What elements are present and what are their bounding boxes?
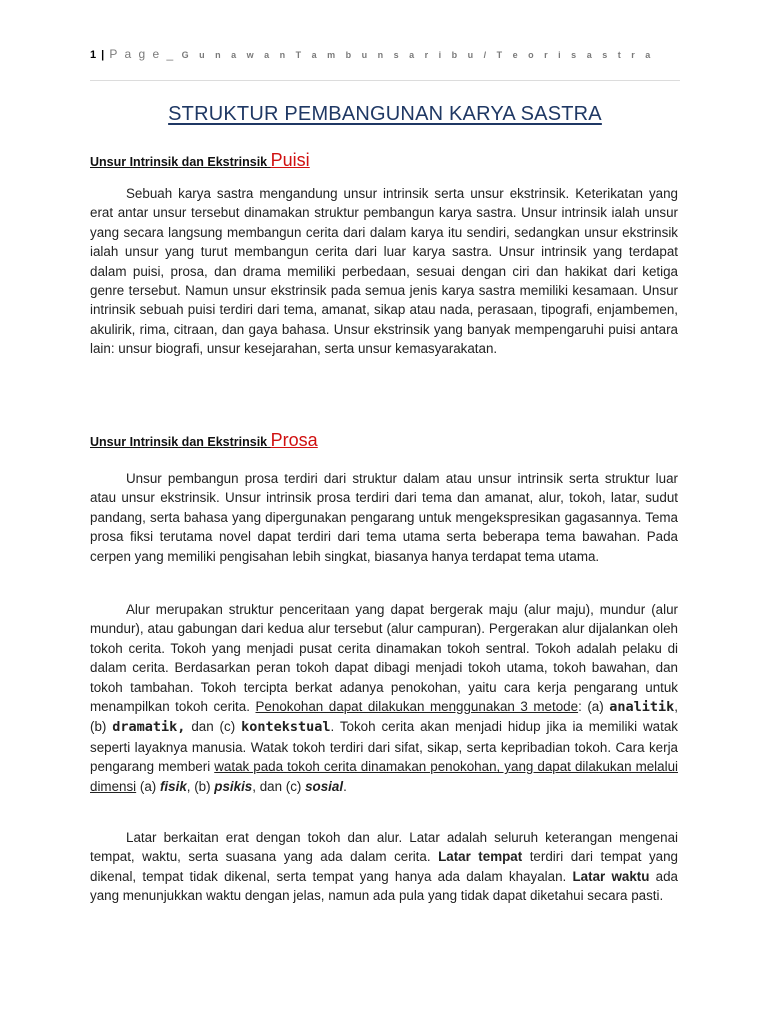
term-latar-tempat: Latar tempat: [438, 849, 523, 865]
paragraph-puisi: Sebuah karya sastra mengandung unsur intrinsik serta unsur ekstrinsik. Keterikatan yang erat antar unsur tersebut dinamakan struktur pembangun karya sastra. Unsur intrinsik ialah unsur yang secara langsung membangun cerita dari dalam karya itu sendiri, sedangkan unsur ekstrinsik ialah unsur yang turut membangun cerita dari luar karya sastra. Unsur intrinsik yang terdapat dalam puisi, prosa, dan drama memiliki perbedaan, sesuai dengan ciri dan hakikat dari ketiga genre tersebut. Namun unsur ekstrinsik pada semua jenis karya sastra memiliki kesamaan. Unsur intrinsik sebuah puisi terdiri dari tema, amanat, sikap atau nada, perasaan, tipografi, enjambemen, akulirik, rima, citraan, dan gaya bahasa. Unsur ekstrinsik yang banyak mempengaruhi puisi antara lain: unsur biografi, unsur kesejarahan, serta unsur kemasyarakatan.: [90, 186, 678, 357]
heading-puisi-highlight: Puisi: [270, 150, 310, 170]
document-title: STRUKTUR PEMBANGUNAN KARYA SASTRA: [168, 103, 602, 125]
paragraph-prosa-2: [90, 600, 678, 796]
underlined-run: Penokohan dapat dilakukan menggunakan 3 metode: [255, 699, 579, 715]
heading-prosa-highlight: Prosa: [270, 430, 318, 450]
text-run: : (a): [578, 699, 610, 715]
text-run: . Tokoh cerita akan menjadi hidup jika ia memiliki watak seperti layaknya manusia. Watak tokoh terdiri dari sifat, sikap, serta kepribadian tokoh. Cara kerja pengarang memberi: [90, 719, 678, 775]
text-run: ada yang menunjukkan waktu dengan jelas, namun ada pula yang tidak dapat diketahui secara pasti.: [90, 868, 678, 904]
text-run: , dan (c): [252, 778, 306, 794]
term-latar-waktu: Latar waktu: [572, 868, 650, 884]
header-divider: [90, 80, 680, 81]
page-header: [90, 47, 680, 61]
text-run: terdiri dari tempat yang dikenal, tempat tidak dikenal, serta tempat yang hanya ada dalam khayalan.: [90, 849, 678, 884]
page-number: 1: [90, 49, 98, 61]
term-sosial: sosial: [305, 778, 344, 794]
underlined-run: watak pada tokoh cerita dinamakan penokohan, yang dapat dilakukan melalui dimensi: [90, 759, 678, 794]
text-run: , (b): [186, 778, 215, 794]
term-dramatik: dramatik,: [112, 719, 186, 736]
paragraph-prosa-1: Unsur pembangun prosa terdiri dari struktur dalam atau unsur intrinsik serta struktur luar atau unsur ekstrinsik. Unsur intrinsik prosa terdiri dari tema dan amanat, alur, tokoh, latar, sudut pandang, serta bahasa yang dipergunakan pengarang untuk mengekspresikan gagasannya. Tema prosa fiksi terutama novel dapat terdiri dari tema utama serta beberapa tema bawahan. Pada cerpen yang memiliki pengisahan lebih singkat, biasanya hanya terdapat tema utama.: [90, 471, 678, 564]
text-run: dan (c): [185, 719, 242, 735]
text-run: .: [343, 778, 347, 794]
paragraph-prosa-3: [90, 828, 678, 906]
header-author: G u n a w a n T a m b u n s a r i b u / T e o r i s a s t r a: [175, 50, 655, 60]
term-kontekstual: kontekstual: [241, 719, 331, 736]
text-run: , (b): [90, 699, 679, 735]
text-run: (a): [136, 778, 160, 794]
term-fisik: fisik: [159, 778, 187, 794]
page-label: P a g e _: [109, 47, 176, 61]
text-run: Latar berkaitan erat dengan tokoh dan alur. Latar adalah seluruh keterangan mengenai tempat, waktu, serta suasana yang ada dalam cerita.: [90, 830, 678, 865]
text-run: Alur merupakan struktur penceritaan yang dapat bergerak maju (alur maju), mundur (alur mundur), atau gabungan dari kedua alur tersebut (alur campuran). Pergerakan alur dijalankan oleh tokoh cerita. Tokoh yang menjadi pusat cerita dinamakan tokoh sentral. Tokoh adalah pelaku di dalam cerita. Berdasarkan peran tokoh dapat dibagi menjadi tokoh utama, tokoh bawahan, dan tokoh tambahan. Tokoh tercipta berkat adanya penokohan, yaitu cara kerja pengarang untuk menampilkan tokoh cerita.: [90, 602, 678, 715]
heading-prosa: [90, 430, 318, 451]
heading-puisi-prefix: Unsur Intrinsik dan Ekstrinsik: [90, 155, 271, 169]
heading-puisi: [90, 150, 310, 171]
term-psikis: psikis: [214, 778, 253, 794]
heading-prosa-prefix: Unsur Intrinsik dan Ekstrinsik: [90, 435, 271, 449]
term-analitik: analitik: [609, 699, 675, 716]
header-separator: |: [97, 49, 110, 61]
